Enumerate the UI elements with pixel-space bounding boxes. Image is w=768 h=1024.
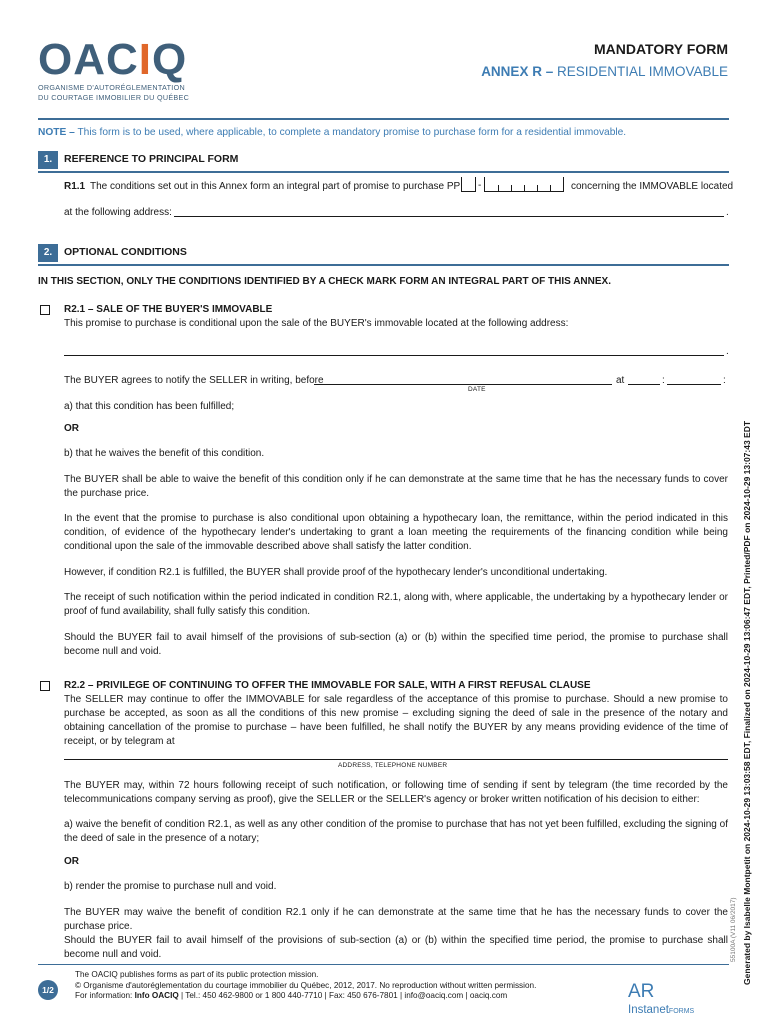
r21-heading: R2.1 – SALE OF THE BUYER'S IMMOVABLE (64, 304, 273, 315)
r21-or: OR (64, 423, 79, 434)
section-2-intro: IN THIS SECTION, ONLY THE CONDITIONS IDENTIFIED BY A CHECK MARK FORM AN INTEGRAL PART OF THIS ANNEX. (38, 276, 611, 287)
r22-p3: The BUYER may waive the benefit of condition R2.1 only if he can demonstrate at the same time that he has the necessary funds to cover the purchase price. (64, 907, 728, 932)
logo-i: I (138, 35, 153, 84)
r21-p3: In the event that the promise to purchase is also conditional upon obtaining a hypothecary loan, the remittance, within the period indicated in this condition, of evidence of the hypothecary lender's undertaking to grant a loan meeting the requirements of the financing condition while being conditional upon the sale of the immovable described above shall satisfy the latter condition. (64, 513, 728, 552)
r22-heading: R2.2 – PRIVILEGE OF CONTINUING TO OFFER THE IMMOVABLE FOR SALE, WITH A FIRST REFUSAL CLAUSE (64, 680, 591, 691)
r21-b: b) that he waives the benefit of this condition. (64, 448, 265, 459)
section-title: OPTIONAL CONDITIONS (64, 246, 187, 258)
r22-checkbox[interactable] (40, 681, 50, 691)
r22-a: a) waive the benefit of condition R2.1, as well as any other condition of the promise to purchase that has not yet been fulfilled, excluding the signing of the deed of sale in the presence of a notary; (64, 819, 728, 844)
form-title: MANDATORY FORM (593, 41, 728, 57)
address-phone-field[interactable] (64, 759, 728, 760)
logo-subtitle-1: ORGANISME D'AUTORÉGLEMENTATION (38, 83, 185, 92)
r21-a: a) that this condition has been fulfilled; (64, 401, 235, 412)
section-1-header (38, 151, 729, 169)
r22-p1: The SELLER may continue to offer the IMMOVABLE for sale regardless of the acceptance of this promise to purchase. Should a new promise to purchase be accepted, as soon as all the conditions of this new promise – excluding signing the deed of sale in the presence of the notary and obtaining cancellation of the promise to purchase – have been fulfilled, he shall notify the BUYER by any means providing evidence of the time of receipt, or by telegram at (64, 694, 728, 747)
r21-p4: However, if condition R2.1 is fulfilled, the BUYER shall provide proof of the hypothecary lender's unconditional undertaking. (64, 567, 608, 578)
footer-rule (38, 964, 729, 965)
page-number-badge: 1/2 (38, 980, 58, 1000)
r22-p4: Should the BUYER fail to avail himself of the provisions of sub-section (a) or (b) within the specified time period, the promise to purchase shall become null and void. (64, 935, 728, 960)
r21-p6: Should the BUYER fail to avail himself of the provisions of sub-section (a) or (b) within the specified time period, the promise to purchase shall become null and void. (64, 632, 728, 657)
pp-letter-box[interactable] (461, 177, 476, 192)
r11-after: concerning the IMMOVABLE located (571, 181, 734, 192)
header-rule (38, 118, 729, 120)
annex-title: ANNEX R – RESIDENTIAL IMMOVABLE (481, 64, 728, 79)
oaciq-logo (38, 35, 208, 102)
generation-stamp: Generated by Isabelle Montpetit on 2024-10-29 13:03:58 EDT, Finalized on 2024-10-29 13:06:47 EDT, Printed/PDF on 2024-10-29 13:07:43 EDT (742, 420, 752, 985)
logo-text: OAC (38, 35, 139, 84)
r21-p1: This promise to purchase is conditional upon the sale of the BUYER's immovable located at the following address: (64, 318, 569, 329)
address-field[interactable] (174, 216, 724, 217)
logo-subtitle-2: DU COURTAGE IMMOBILIER DU QUÉBEC (38, 93, 190, 102)
section-number: 2. (38, 244, 58, 262)
r21-notify: The BUYER agrees to notify the SELLER in writing, before (64, 375, 324, 386)
r11-label: R1.1 (64, 181, 86, 192)
r21-checkbox[interactable] (40, 305, 50, 315)
r21-p2: The BUYER shall be able to waive the benefit of this condition only if he can demonstrate at the same time that he has the necessary funds to cover the purchase price. (64, 474, 728, 499)
form-code: 55100A (V11 06/2017) (730, 897, 737, 962)
logo-text-q: Q (152, 35, 188, 84)
date-label: DATE (468, 386, 486, 393)
address-phone-label: ADDRESS, TELEPHONE NUMBER (338, 762, 448, 769)
section-2-header (38, 244, 729, 262)
form-code-ar: AR (628, 981, 655, 1002)
section-title: REFERENCE TO PRINCIPAL FORM (64, 153, 239, 165)
at-label: at (616, 375, 625, 386)
notify-date-field[interactable] (314, 384, 612, 385)
footer-text: The OACIQ publishes forms as part of its public protection mission. © Organisme d'autoréglementation du courtage immobilier du Québec, 2012, 2017. No reproduction without written permission. For information: Info OACIQ | Tel.: 450 462-9800 or 1 800 440-7710 | Fax: 450 676-7801 | info@oaciq.com | oaciq.com (75, 970, 537, 1000)
hour-field[interactable] (628, 384, 660, 385)
minute-field[interactable] (667, 384, 721, 385)
r11-text: The conditions set out in this Annex form an integral part of promise to purchase PP (90, 181, 461, 192)
buyer-address-field[interactable] (64, 355, 724, 356)
address-label: at the following address: (64, 207, 172, 218)
r22-p2: The BUYER may, within 72 hours following receipt of such notification, or following time of sending if sent by telegram (the time recorded by the telecommunications company serving as proof), give the SELLER or the SELLER's agency or broker written notification of his decision to either: (64, 780, 728, 805)
r22-b: b) render the promise to purchase null and void. (64, 881, 277, 892)
pp-number-boxes[interactable] (484, 177, 564, 192)
r22-or: OR (64, 856, 79, 867)
instanet-logo: InstanetFORMS (628, 1004, 695, 1016)
note: NOTE – This form is to be used, where applicable, to complete a mandatory promise to purchase form for a residential immovable. (38, 127, 627, 138)
r21-p5: The receipt of such notification within the period indicated in condition R2.1, along with, where applicable, the undertaking by a hypothecary lender or proof of fund availability, shall fully satisfy this condition. (64, 592, 728, 617)
section-number: 1. (38, 151, 58, 169)
